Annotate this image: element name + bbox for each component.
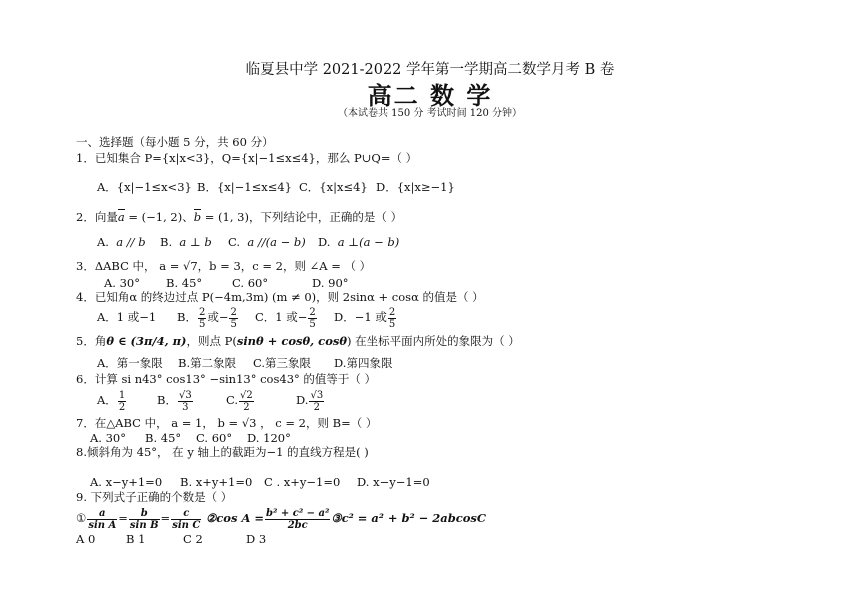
q2-stem (76, 210, 402, 224)
q3-option-a: A. 30° (104, 276, 140, 290)
q4-b-or: 或− (207, 310, 229, 324)
q9-equals-1: = (118, 511, 128, 525)
q5-option-a: A．第一象限 (97, 356, 163, 370)
q4-option-b (177, 306, 239, 330)
q4-c-fraction: $\frac{2}{5}$ (309, 306, 316, 330)
q6-b-fraction: $\frac{√3}{3}$ (178, 389, 192, 413)
q7-option-a: A. 30° (90, 431, 126, 445)
q9-formulas (76, 505, 486, 531)
q9-b-fraction: $\frac{b}{\text{sin B}}$ (129, 507, 159, 531)
q8-stem: 8.倾斜角为 45°， 在 y 轴上的截距为−1 的直线方程是( ) (76, 445, 369, 459)
q6-option-b (157, 388, 194, 413)
q6-option-a (97, 388, 127, 413)
q1-stem: 1．已知集合 P={x|x<3}，Q={x|−1≤x≤4}，那么 P∪Q=（ ） (76, 151, 418, 165)
q9-formula-2: ②cos A = (205, 511, 265, 525)
q2-suffix: ，下列结论中，正确的是（ ） (248, 210, 403, 224)
q4-option-c (255, 306, 318, 330)
q4-option-a: A．1 或−1 (97, 310, 157, 324)
q9-option-d: D 3 (246, 532, 267, 546)
q2-a-value: = (−1, 2) (124, 210, 183, 224)
q7-option-d: D. 120° (247, 431, 291, 445)
q6-option-c (226, 388, 255, 413)
q9-option-c: C 2 (183, 532, 203, 546)
q2-option-d-text: a ⊥(a − b) (337, 235, 400, 249)
q1-option-c: C．{x|x≤4} (299, 180, 368, 194)
q6-c-fraction: $\frac{√2}{2}$ (240, 389, 253, 413)
section-heading: 一、选择题（每小题 5 分，共 60 分） (76, 135, 274, 149)
q1-option-a: A．{x|−1≤x<3} (97, 180, 192, 194)
q2-option-b-label: B. (160, 235, 173, 249)
q9-a-fraction: $\frac{a}{\text{sin A}}$ (88, 507, 117, 531)
q8-option-b: B. x+y+1=0 (180, 475, 253, 489)
q9-c-fraction: $\frac{c}{\text{sin C}}$ (172, 507, 201, 531)
q6-d-fraction: $\frac{√3}{2}$ (310, 389, 324, 413)
q2-option-b-text: a ⊥ b (179, 235, 212, 249)
q2-option-b (160, 235, 212, 249)
q2-vector-a: a (117, 210, 125, 224)
q6-option-a-label: A． (97, 393, 117, 407)
q5-stem-c: ) 在坐标平面内所处的象限为（ ） (347, 334, 520, 348)
q6-option-d-label: D. (296, 393, 309, 407)
q2-option-c-text: a //(a − b) (247, 235, 306, 249)
q5-option-b: B.第二象限 (178, 356, 237, 370)
q3-stem: 3．ΔABC 中， a = √7，b = 3，c = 2，则 ∠A = （ ） (76, 259, 372, 273)
q3-option-c: C. 60° (232, 276, 269, 290)
exam-title: 临夏县中学 2021-2022 学年第一学期高二数学月考 B 卷 (245, 62, 615, 78)
q7-option-b: B. 45° (145, 431, 182, 445)
q6-a-fraction: $\frac{1}{2}$ (118, 389, 126, 413)
q4-b-fraction-2: $\frac{2}{5}$ (230, 306, 237, 330)
q6-stem: 6．计算 si n43° cos13° −sin13° cos43° 的值等于（ ） (76, 372, 377, 386)
q2-option-c (228, 235, 306, 249)
q9-equals-2: = (160, 511, 171, 525)
q5-stem-a: 5．角 (76, 334, 107, 348)
q9-option-b: B 1 (126, 532, 146, 546)
q2-option-d (318, 235, 399, 249)
q2-option-a-text: a // b (116, 235, 146, 249)
q9-formula-3: ③c² = a² + b² − 2abcosC (331, 511, 487, 525)
q2-prefix: 2．向量 (76, 210, 118, 224)
q2-option-a-label: A. (97, 235, 109, 249)
q3-option-d: D. 90° (312, 276, 349, 290)
q2-option-d-label: D. (318, 235, 331, 249)
q5-stem-b: ，则点 P( (186, 334, 237, 348)
q9-marker-1: ① (76, 511, 87, 525)
q1-option-b: B．{x|−1≤x≤4} (197, 180, 292, 194)
q5-stem (76, 334, 520, 348)
q9-cos-fraction: $\frac{\text{b² + c² − a²}}{2bc}$ (266, 507, 330, 531)
q3-option-b: B. 45° (166, 276, 203, 290)
q4-stem: 4．已知角α 的终边过点 P(−4m,3m) (m ≠ 0)，则 2sinα + cosα 的值是（ ） (76, 290, 484, 304)
q1-option-d: D．{x|x≥−1} (376, 180, 455, 194)
exam-note: （本试卷共 150 分 考试时间 120 分钟） (337, 108, 523, 119)
q8-option-c: C . x+y−1=0 (264, 475, 341, 489)
q8-option-a: A. x−y+1=0 (90, 475, 163, 489)
subject-title: 高二 数 学 (367, 81, 493, 110)
q9-stem: 9. 下列式子正确的个数是（ ） (76, 490, 233, 504)
q2-vector-b: b (193, 210, 202, 224)
q4-option-d (334, 306, 397, 330)
q9-option-a: A 0 (76, 532, 96, 546)
q2-b-value: = (1, 3) (201, 210, 249, 224)
q6-option-b-label: B． (157, 393, 177, 407)
q4-option-c-label: C．1 或− (255, 310, 308, 324)
q6-option-d (296, 388, 325, 413)
q7-stem: 7．在△ABC 中， a = 1， b = √3 ， c = 2，则 B=（ ） (76, 416, 378, 430)
q8-option-d: D. x−y−1=0 (357, 475, 430, 489)
q4-option-b-label: B． (177, 310, 197, 324)
q7-option-c: C. 60° (196, 431, 233, 445)
q6-option-c-label: C. (226, 393, 239, 407)
q4-option-d-label: D．−1 或 (334, 310, 387, 324)
q5-option-d: D.第四象限 (334, 356, 393, 370)
q5-angle: θ ∈ (3π/4, π) (106, 334, 187, 348)
q5-option-c: C.第三象限 (253, 356, 312, 370)
q2-option-a (97, 235, 146, 249)
q2-separator: 、 (182, 210, 194, 224)
q4-b-fraction-1: $\frac{2}{5}$ (198, 306, 206, 330)
q4-d-fraction: $\frac{2}{5}$ (388, 306, 396, 330)
q5-point: sinθ + cosθ, cosθ (236, 334, 348, 348)
q2-option-c-label: C. (228, 235, 241, 249)
